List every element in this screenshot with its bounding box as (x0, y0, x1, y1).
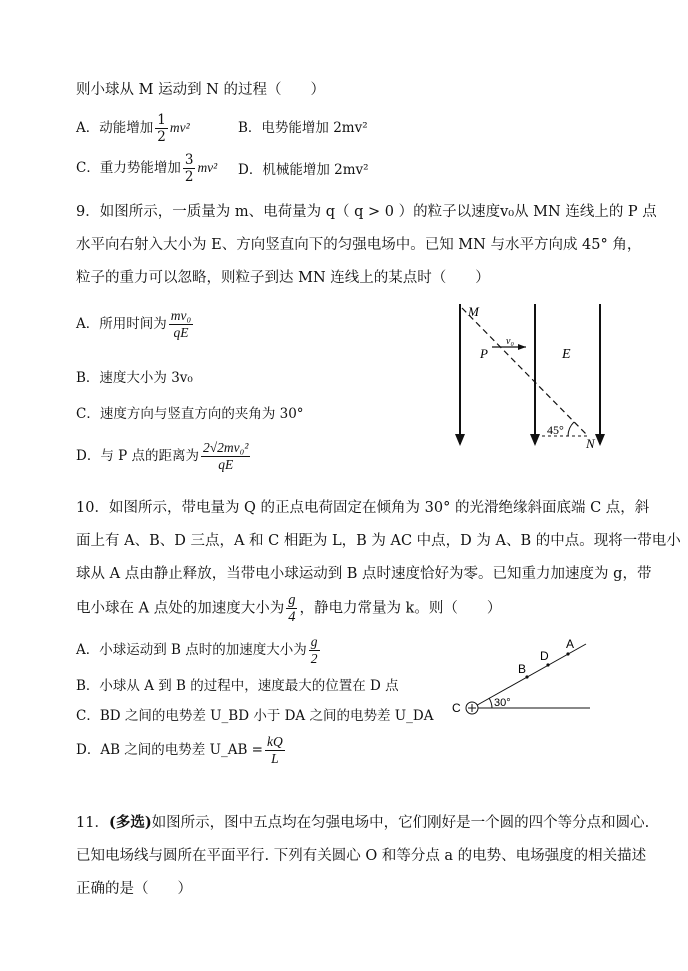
arrow-down-icon (530, 434, 540, 446)
label-b: B (518, 662, 527, 676)
q9-line3: 粒子的重力可以忽略，则粒子到达 MN 连线上的某点时（ ） (76, 270, 490, 286)
mn-dashed-line (462, 308, 588, 436)
angle-arc (568, 422, 574, 436)
q10-line4: 电小球在 A 点处的加速度大小为 $\frac{g}{4}$ ，静电力常量为 k。则（ ） (76, 592, 502, 625)
q10-line1: 10．如图所示，带电量为 Q 的正点电荷固定在倾角为 30° 的光滑绝缘斜面底端 C 点，斜 (76, 500, 650, 516)
label-p: P (480, 346, 488, 361)
q9-line2: 水平向右射入大小为 E、方向竖直向下的匀强电场中。已知 MN 与水平方向成 45° 角， (76, 237, 642, 253)
q10-option-d: D．AB 之间的电势差 U_AB = $\frac{kQ}{L}$ (76, 734, 283, 766)
point-a (566, 652, 569, 655)
q8-option-c: C．重力势能增加 $\frac{3}{2}$ mv² (76, 152, 218, 185)
q9-field-figure (440, 296, 620, 456)
q9-option-b: B．速度大小为 3v₀ (76, 370, 193, 386)
q11-line2: 已知电场线与圆所在平面平行. 下列有关圆心 O 和等分点 a 的电势、电场强度的相关描述 (76, 848, 647, 864)
label-d: D (540, 649, 549, 663)
q8-stem: 则小球从 M 运动到 N 的过程（ ） (76, 82, 325, 98)
q9-line1: 9．如图所示，一质量为 m、电荷量为 q（ q > 0 ）的粒子以速度v₀从 MN 连线上的 P 点 (76, 204, 657, 220)
q11-line1: 11．(多选)如图所示，图中五点均在匀强电场中，它们刚好是一个圆的四个等分点和圆心. (76, 814, 650, 831)
arrow-down-icon (455, 434, 465, 446)
q8-option-d: D．机械能增加 2mv² (238, 162, 369, 178)
q9-option-c: C．速度方向与竖直方向的夹角为 30° (76, 406, 304, 422)
q10-line2: 面上有 A、B、D 三点，A 和 C 相距为 L，B 为 AC 中点，D 为 A、B 的中点。现将一带电小 (76, 533, 681, 549)
label-e: E (562, 347, 571, 362)
q9-option-a: A．所用时间为 $\frac{\text{mv₀}}{qE}$ (76, 308, 192, 340)
q10-option-a: A．小球运动到 B 点时的加速度大小为 $\frac{g}{2}$ (76, 634, 318, 666)
q10-option-c: C．BD 之间的电势差 U_BD 小于 DA 之间的电势差 U_DA (76, 708, 434, 724)
label-v0: v₀ (506, 336, 514, 347)
q10-incline-figure (440, 630, 600, 720)
label-a: A (566, 637, 575, 651)
q9-option-d: D．与 P 点的距离为 $\frac{\text{2√2mv₀²}}{qE}$ (76, 440, 249, 472)
q10-option-b: B．小球从 A 到 B 的过程中，速度最大的位置在 D 点 (76, 678, 399, 694)
label-angle: 45° (547, 423, 564, 437)
angle-arc (489, 698, 492, 708)
arrow-down-icon (595, 434, 605, 446)
label-n: N (586, 436, 595, 451)
q8-option-a: A．动能增加 $\frac{1}{2}$ mv² (76, 112, 190, 145)
q10-line3: 球从 A 点由静止释放，当带电小球运动到 B 点时速度恰好为零。已知重力加速度为 g，带 (76, 566, 652, 582)
point-d (546, 663, 549, 666)
q8-option-b: B．电势能增加 2mv² (238, 120, 368, 136)
q11-line3: 正确的是（ ） (76, 881, 192, 897)
label-angle: 30° (494, 697, 511, 709)
label-c: C (452, 701, 461, 715)
multi-select-tag: (多选) (108, 814, 152, 831)
label-m: M (468, 304, 479, 319)
